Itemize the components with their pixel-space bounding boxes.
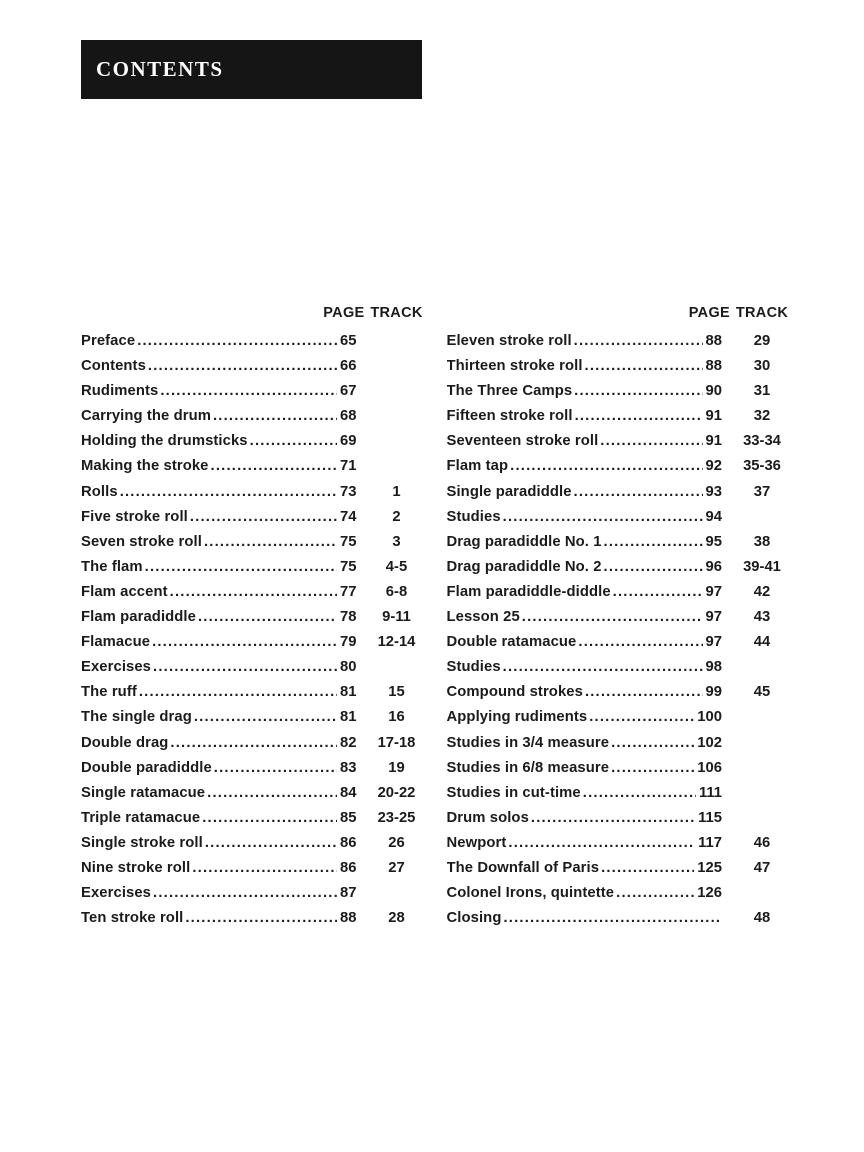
entry-line — [81, 680, 367, 705]
entry-title: Seven stroke roll — [81, 533, 202, 550]
entry-track-number: 15 — [388, 684, 405, 701]
toc-entry — [81, 505, 427, 530]
toc-entry — [81, 429, 427, 454]
toc-left-column — [81, 305, 427, 931]
entry-track-number: 23-25 — [377, 809, 416, 826]
entry-title: Five stroke roll — [81, 508, 188, 525]
entry-line — [81, 580, 367, 605]
dot-leader — [600, 429, 702, 454]
toc-entry — [81, 731, 427, 756]
dot-leader — [574, 329, 703, 354]
entry-line — [81, 605, 367, 630]
entry-page-number: 79 — [340, 634, 357, 651]
entry-line — [81, 756, 367, 781]
toc-entry — [447, 530, 793, 555]
dot-leader — [139, 680, 337, 705]
entry-title: Flam tap — [446, 458, 509, 475]
entry-track-number: 42 — [753, 583, 771, 600]
toc-entry — [81, 404, 427, 429]
dot-leader — [250, 429, 337, 454]
toc-entry — [447, 555, 793, 580]
entry-line — [447, 831, 733, 856]
entry-page-number: 88 — [340, 910, 357, 927]
dot-leader — [503, 906, 719, 931]
entry-track-number: 33-34 — [743, 433, 781, 450]
toc-entry — [447, 480, 793, 505]
entry-title: Rolls — [81, 483, 118, 500]
entry-page-number: 77 — [340, 583, 357, 600]
dot-leader — [214, 756, 337, 781]
entry-line — [447, 806, 733, 831]
entry-page-number: 83 — [340, 759, 357, 776]
entry-title: Studies in cut-time — [446, 784, 581, 801]
entry-page-number: 73 — [340, 483, 357, 500]
entry-track-number: 44 — [753, 634, 771, 651]
entry-line — [81, 329, 367, 354]
toc-entry — [447, 731, 793, 756]
dot-leader — [213, 404, 337, 429]
dot-leader — [585, 680, 703, 705]
entry-page-number: 115 — [698, 809, 722, 826]
entry-page-number: 88 — [705, 333, 722, 349]
entry-line — [81, 630, 367, 655]
entry-track-number: 35-36 — [743, 458, 781, 475]
dot-leader — [148, 354, 337, 379]
entry-line — [447, 856, 733, 881]
page-column-header: PAGE — [323, 305, 365, 321]
entry-title: Single stroke roll — [81, 834, 203, 851]
entry-page-number: 80 — [340, 659, 357, 676]
entry-track-number: 6-8 — [385, 583, 408, 600]
entry-title: The ruff — [81, 684, 137, 701]
toc-entry — [81, 655, 427, 680]
dot-leader — [503, 505, 703, 530]
dot-leader — [613, 580, 703, 605]
entry-page-number: 84 — [340, 784, 357, 801]
entry-page-number: 78 — [340, 609, 357, 626]
entry-line — [447, 329, 733, 354]
entry-line — [447, 705, 733, 730]
entry-track-number: 2 — [392, 508, 401, 525]
dot-leader — [207, 781, 337, 806]
entry-title: Studies — [446, 659, 501, 676]
dot-leader — [574, 480, 703, 505]
entry-title: Colonel Irons, quintette — [446, 885, 615, 902]
entry-track-number: 31 — [753, 383, 771, 400]
entry-title: The flam — [81, 558, 143, 575]
entry-page-number: 99 — [705, 684, 722, 701]
entry-track-number: 19 — [388, 759, 405, 776]
entry-title: The Downfall of Paris — [446, 859, 600, 876]
dot-leader — [198, 605, 337, 630]
entry-page-number: 95 — [705, 533, 722, 550]
dot-leader — [611, 731, 694, 756]
entry-title: Double ratamacue — [446, 634, 577, 651]
toc-entry — [81, 881, 427, 906]
toc-entry — [447, 806, 793, 831]
toc-entry — [447, 856, 793, 881]
dot-leader — [616, 881, 694, 906]
toc-entry — [447, 404, 793, 429]
dot-leader — [522, 605, 703, 630]
entry-title: Rudiments — [81, 383, 159, 400]
entry-page-number: 75 — [340, 558, 357, 575]
toc-entry — [447, 630, 793, 655]
dot-leader — [204, 530, 337, 555]
entry-page-number: 66 — [340, 358, 357, 375]
dot-leader — [120, 480, 337, 505]
toc-entry — [447, 505, 793, 530]
entry-line — [447, 655, 733, 680]
entry-title: Preface — [81, 333, 136, 349]
toc-entry — [447, 454, 793, 479]
entry-line — [447, 731, 733, 756]
dot-leader — [503, 655, 703, 680]
toc-entry — [81, 680, 427, 705]
entry-page-number: 68 — [340, 408, 357, 425]
entry-line — [447, 881, 733, 906]
entry-title: Single paradiddle — [446, 483, 572, 500]
entry-page-number: 74 — [340, 508, 357, 525]
entry-page-number: 97 — [705, 634, 722, 651]
entry-line — [447, 404, 733, 429]
entry-title: Studies in 3/4 measure — [446, 734, 610, 751]
dot-leader — [601, 856, 694, 881]
dot-leader — [578, 630, 702, 655]
entry-title: Ten stroke roll — [81, 910, 184, 927]
entry-track-number: 12-14 — [377, 634, 416, 651]
entry-page-number: 69 — [340, 433, 357, 450]
right-column-headers — [447, 305, 793, 321]
entry-title: Carrying the drum — [81, 408, 211, 425]
toc-entry — [447, 705, 793, 730]
entry-line — [81, 379, 367, 404]
entry-title: The Three Camps — [446, 383, 573, 400]
dot-leader — [194, 705, 337, 730]
toc-entry — [447, 329, 793, 354]
entry-page-number: 87 — [340, 885, 357, 902]
entry-page-number: 86 — [340, 859, 357, 876]
dot-leader — [531, 806, 695, 831]
entry-track-number: 9-11 — [382, 609, 411, 626]
entry-track-number: 17-18 — [377, 734, 416, 751]
entry-track-number: 48 — [753, 910, 771, 927]
entry-page-number: 126 — [697, 885, 722, 902]
entry-line — [81, 354, 367, 379]
dot-leader — [170, 580, 337, 605]
table-of-contents — [81, 305, 792, 931]
dot-leader — [192, 856, 337, 881]
entry-title: Studies in 6/8 measure — [446, 759, 610, 776]
entry-line — [81, 881, 367, 906]
entry-title: Exercises — [81, 659, 152, 676]
entry-track-number: 3 — [392, 533, 401, 550]
entry-track-number: 37 — [753, 483, 771, 500]
dot-leader — [589, 705, 694, 730]
toc-entry — [81, 630, 427, 655]
entry-title: Drag paradiddle No. 2 — [446, 558, 602, 575]
dot-leader — [190, 505, 337, 530]
entry-line — [447, 906, 733, 931]
toc-entry — [81, 806, 427, 831]
entry-line — [81, 731, 367, 756]
entry-title: Thirteen stroke roll — [446, 358, 583, 375]
left-column-headers — [81, 305, 427, 321]
toc-entry — [447, 781, 793, 806]
entry-line — [81, 906, 367, 931]
entry-page-number: 71 — [340, 458, 357, 475]
toc-entry — [447, 429, 793, 454]
dot-leader — [211, 454, 338, 479]
entry-title: The single drag — [81, 709, 192, 726]
entry-page-number: 90 — [705, 383, 722, 400]
entry-page-number: 81 — [340, 684, 357, 701]
entry-page-number: 94 — [705, 508, 722, 525]
entry-title: Holding the drumsticks — [81, 433, 248, 450]
entry-line — [447, 505, 733, 530]
toc-entry — [81, 329, 427, 354]
entry-track-number: 4-5 — [385, 558, 408, 575]
entry-title: Flam accent — [81, 583, 168, 600]
toc-entry — [81, 379, 427, 404]
entry-title: Newport — [446, 834, 507, 851]
toc-entry — [447, 655, 793, 680]
entry-line — [81, 480, 367, 505]
entry-track-number: 38 — [753, 533, 771, 550]
dot-leader — [585, 354, 703, 379]
entry-line — [81, 404, 367, 429]
entry-track-number: 30 — [753, 358, 771, 375]
entry-track-number: 43 — [753, 609, 771, 626]
toc-entry — [81, 781, 427, 806]
entry-page-number: 100 — [697, 709, 722, 726]
entry-title: Closing — [446, 910, 502, 927]
entry-page-number: 65 — [340, 333, 357, 349]
entry-track-number: 32 — [753, 408, 771, 425]
toc-entry — [81, 555, 427, 580]
toc-right-column — [447, 305, 793, 931]
entry-line — [447, 354, 733, 379]
page-title: CONTENTS — [96, 57, 224, 81]
entry-line — [447, 580, 733, 605]
entry-page-number: 97 — [705, 609, 722, 626]
entry-page-number: 88 — [705, 358, 722, 375]
toc-entry — [447, 580, 793, 605]
toc-entry — [81, 705, 427, 730]
entry-page-number: 125 — [697, 859, 722, 876]
entry-title: Drum solos — [446, 809, 529, 826]
dot-leader — [153, 881, 337, 906]
toc-entry — [447, 605, 793, 630]
entry-line — [81, 806, 367, 831]
entry-title: Triple ratamacue — [81, 809, 201, 826]
entry-line — [81, 705, 367, 730]
toc-entry — [81, 906, 427, 931]
entry-track-number: 46 — [753, 834, 771, 851]
dot-leader — [185, 906, 337, 931]
entry-title: Lesson 25 — [446, 609, 520, 626]
dot-leader — [145, 555, 337, 580]
entry-line — [81, 429, 367, 454]
entry-line — [81, 831, 367, 856]
toc-entry — [447, 379, 793, 404]
entry-title: Contents — [81, 358, 146, 375]
entry-page-number: 111 — [698, 784, 722, 801]
entry-track-number: 39-41 — [743, 558, 781, 575]
entry-line — [447, 756, 733, 781]
entry-title: Drag paradiddle No. 1 — [446, 533, 602, 550]
entry-page-number: 97 — [705, 583, 722, 600]
dot-leader — [160, 379, 337, 404]
entry-track-number: 20-22 — [377, 784, 416, 801]
entry-page-number: 106 — [697, 759, 722, 776]
entry-page-number: 91 — [705, 433, 722, 450]
entry-track-number: 45 — [753, 684, 771, 701]
entry-page-number: 98 — [705, 659, 722, 676]
dot-leader — [205, 831, 337, 856]
toc-entry — [81, 454, 427, 479]
toc-entry — [81, 580, 427, 605]
entry-page-number: 96 — [705, 558, 722, 575]
entry-track-number: 27 — [388, 859, 405, 876]
dot-leader — [137, 329, 337, 354]
entry-page-number: 91 — [705, 408, 722, 425]
toc-entry — [447, 831, 793, 856]
entry-title: Seventeen stroke roll — [446, 433, 599, 450]
entry-page-number: 92 — [705, 458, 722, 475]
dot-leader — [152, 630, 337, 655]
dot-leader — [170, 731, 337, 756]
toc-entry — [81, 756, 427, 781]
dot-leader — [575, 404, 703, 429]
dot-leader — [510, 454, 702, 479]
dot-leader — [202, 806, 337, 831]
entry-line — [447, 480, 733, 505]
entry-title: Exercises — [81, 885, 152, 902]
dot-leader — [604, 555, 703, 580]
dot-leader — [574, 379, 702, 404]
dot-leader — [583, 781, 696, 806]
entry-line — [81, 505, 367, 530]
track-column-header: TRACK — [735, 305, 789, 321]
entry-page-number: 75 — [340, 533, 357, 550]
entry-page-number: 117 — [698, 834, 722, 851]
entry-line — [447, 555, 733, 580]
entry-line — [81, 555, 367, 580]
entry-line — [81, 781, 367, 806]
toc-right-rows — [447, 329, 793, 931]
entry-title: Single ratamacue — [81, 784, 206, 801]
entry-title: Double drag — [81, 734, 169, 751]
toc-entry — [447, 906, 793, 931]
entry-page-number: 86 — [340, 834, 357, 851]
entry-line — [447, 454, 733, 479]
entry-line — [447, 630, 733, 655]
toc-entry — [447, 680, 793, 705]
entry-line — [81, 530, 367, 555]
entry-line — [447, 530, 733, 555]
entry-line — [447, 429, 733, 454]
entry-track-number: 26 — [388, 834, 405, 851]
entry-line — [447, 680, 733, 705]
entry-line — [447, 781, 733, 806]
entry-title: Nine stroke roll — [81, 859, 191, 876]
entry-page-number: 67 — [340, 383, 357, 400]
dot-leader — [611, 756, 694, 781]
contents-banner — [81, 40, 422, 99]
entry-line — [81, 655, 367, 680]
entry-track-number: 16 — [388, 709, 405, 726]
entry-title: Flamacue — [81, 634, 151, 651]
toc-entry — [81, 605, 427, 630]
toc-entry — [81, 354, 427, 379]
entry-track-number: 29 — [753, 333, 771, 349]
toc-entry — [447, 354, 793, 379]
entry-title: Studies — [446, 508, 501, 525]
entry-page-number: 93 — [705, 483, 722, 500]
entry-line — [81, 454, 367, 479]
entry-line — [81, 856, 367, 881]
toc-entry — [81, 831, 427, 856]
entry-title: Eleven stroke roll — [446, 333, 572, 349]
entry-page-number: 82 — [340, 734, 357, 751]
entry-track-number: 28 — [388, 910, 405, 927]
entry-page-number: 85 — [340, 809, 357, 826]
dot-leader — [604, 530, 703, 555]
entry-title: Flam paradiddle — [81, 609, 196, 626]
entry-title: Applying rudiments — [446, 709, 588, 726]
entry-line — [447, 379, 733, 404]
page-column-header: PAGE — [688, 305, 730, 321]
entry-title: Flam paradiddle-diddle — [446, 583, 611, 600]
toc-entry — [447, 756, 793, 781]
toc-entry — [81, 480, 427, 505]
entry-page-number: 102 — [697, 734, 722, 751]
dot-leader — [508, 831, 695, 856]
toc-left-rows — [81, 329, 427, 931]
entry-title: Making the stroke — [81, 458, 209, 475]
entry-track-number: 47 — [753, 859, 771, 876]
entry-page-number: 81 — [340, 709, 357, 726]
entry-title: Compound strokes — [446, 684, 583, 701]
toc-entry — [81, 856, 427, 881]
track-column-header: TRACK — [370, 305, 423, 321]
entry-line — [447, 605, 733, 630]
toc-entry — [81, 530, 427, 555]
dot-leader — [153, 655, 337, 680]
entry-track-number: 1 — [392, 483, 401, 500]
toc-entry — [447, 881, 793, 906]
entry-title: Double paradiddle — [81, 759, 212, 776]
entry-title: Fifteen stroke roll — [446, 408, 573, 425]
